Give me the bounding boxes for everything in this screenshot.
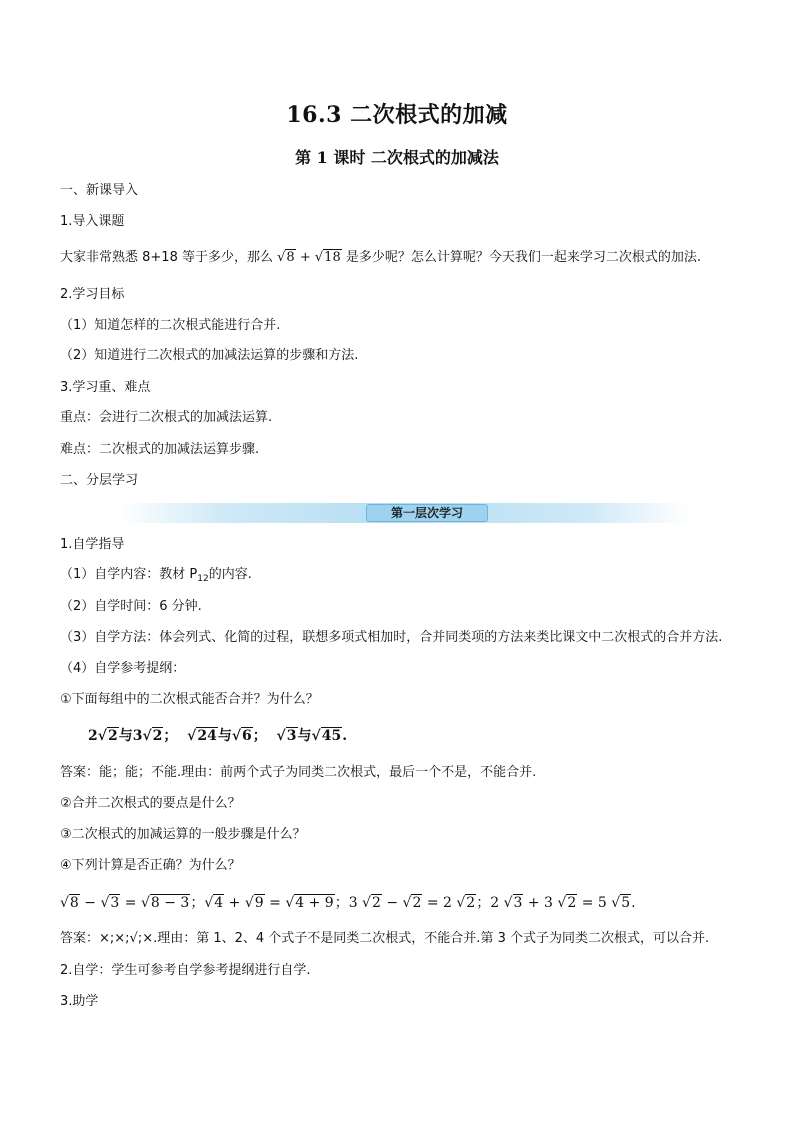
operator: + 3	[523, 895, 558, 911]
intro-text-after: 是多少呢？怎么计算呢？今天我们一起来学习二次根式的加法.	[345, 250, 701, 265]
coefficient: 2	[490, 895, 504, 911]
radical-expression: √8 + √18	[277, 250, 341, 265]
lesson-subtitle: 第 1 课时 二次根式的加减法	[295, 148, 499, 167]
guide-content-end: 的内容.	[208, 567, 252, 582]
radicand: 45	[321, 728, 342, 744]
radicand: 9	[254, 895, 264, 911]
section-heading: 一、新课导入	[60, 183, 139, 198]
operator: +	[224, 895, 245, 911]
connector: 与	[118, 728, 133, 744]
key-point: 重点：会进行二次根式的加减法运算.	[60, 410, 273, 425]
radicand: 4	[214, 895, 224, 911]
radicand: 18	[324, 250, 341, 265]
banner-label: 第一层次学习	[366, 504, 488, 522]
subsection-heading: 1.导入课题	[60, 214, 125, 229]
operator: =	[264, 895, 286, 911]
guide-item: （3）自学方法：体会列式、化简的过程，联想多项式相加时，合并同类项的方法来类比课文中二次根式的合并方法.	[60, 630, 723, 645]
operator: −	[79, 895, 101, 911]
operator: = 5	[577, 895, 612, 911]
answer: 答案：能；能；不能.理由：前两个式子为同类二次根式，最后一个不是，不能合并.	[60, 765, 537, 780]
radicand: 2	[107, 728, 118, 744]
operator: =	[120, 895, 141, 911]
section-heading: 二、分层学习	[60, 473, 139, 488]
subsection-heading: 1.自学指导	[60, 537, 125, 552]
question: ②合并二次根式的要点是什么？	[60, 796, 241, 811]
radicand: 3	[286, 728, 297, 744]
question: ④下列计算是否正确？为什么？	[60, 858, 241, 873]
subsection-heading: 2.学习目标	[60, 287, 125, 302]
radicand: 6	[242, 728, 252, 744]
radicand: 2	[152, 728, 163, 744]
radicand: 2	[567, 895, 577, 911]
question: ③二次根式的加减运算的一般步骤是什么？	[60, 827, 306, 842]
instruction: 2.自学：学生可参考自学参考提纲进行自学.	[60, 963, 311, 978]
radicand: 24	[197, 728, 217, 744]
radical-groups: 2√2与3√2； √24与√6； √3与√45.	[88, 728, 348, 744]
coefficient: 3	[132, 728, 143, 744]
radicand: 4 + 9	[295, 895, 334, 911]
goal-item: （2）知道进行二次根式的加减法运算的步骤和方法.	[60, 348, 359, 363]
page-subscript: 12	[197, 574, 209, 584]
radicand: 5	[621, 895, 631, 911]
connector: 与	[217, 728, 232, 744]
radicand: 3	[513, 895, 523, 911]
separator: ；	[190, 895, 205, 911]
operator: = 2	[422, 895, 457, 911]
answer: 答案：×;×;√;×.理由：第 1、2、4 个式子不是同类二次根式，不能合并.第 3 个式子为同类二次根式，可以合并.	[60, 931, 710, 946]
separator: ；	[334, 895, 349, 911]
connector: 与	[297, 728, 312, 744]
radicand: 8	[286, 250, 295, 265]
radicand: 8	[69, 895, 79, 911]
radicand: 2	[466, 895, 476, 911]
radicand: 2	[371, 895, 381, 911]
guide-content-text: （1）自学内容：教材 P	[60, 567, 198, 582]
coefficient: 3	[348, 895, 363, 911]
intro-text-before: 大家非常熟悉 8+18 等于多少，那么	[60, 250, 273, 265]
subsection-heading: 3.助学	[60, 994, 99, 1009]
subsection-heading: 3.学习重、难点	[60, 380, 151, 395]
level-banner	[120, 503, 690, 523]
period: .	[342, 728, 348, 744]
guide-item	[60, 566, 252, 588]
calculation-expressions: √8 − √3 = √8 − 3；√4 + √9 = √4 + 9；3 √2 − √2 = 2 √2；2 √3 + 3 √2 = 5 √5.	[60, 895, 636, 911]
question: ①下面每组中的二次根式能否合并？为什么？	[60, 692, 319, 707]
operator: −	[381, 895, 403, 911]
radicand: 8 − 3	[150, 895, 190, 911]
period: .	[631, 895, 636, 911]
difficult-point: 难点：二次根式的加减法运算步骤.	[60, 442, 260, 457]
goal-item: （1）知道怎样的二次根式能进行合并.	[60, 318, 281, 333]
separator: ；	[476, 895, 491, 911]
intro-paragraph	[60, 249, 701, 267]
guide-item: （2）自学时间：6 分钟.	[60, 599, 202, 614]
plus-sign: +	[295, 250, 315, 265]
separator: ；	[163, 728, 178, 744]
separator: ；	[252, 728, 267, 744]
coefficient: 2	[88, 728, 98, 744]
guide-item: （4）自学参考提纲：	[60, 661, 186, 676]
radicand: 3	[110, 895, 120, 911]
radicand: 2	[412, 895, 422, 911]
page-title: 16.3 二次根式的加减	[286, 102, 508, 128]
